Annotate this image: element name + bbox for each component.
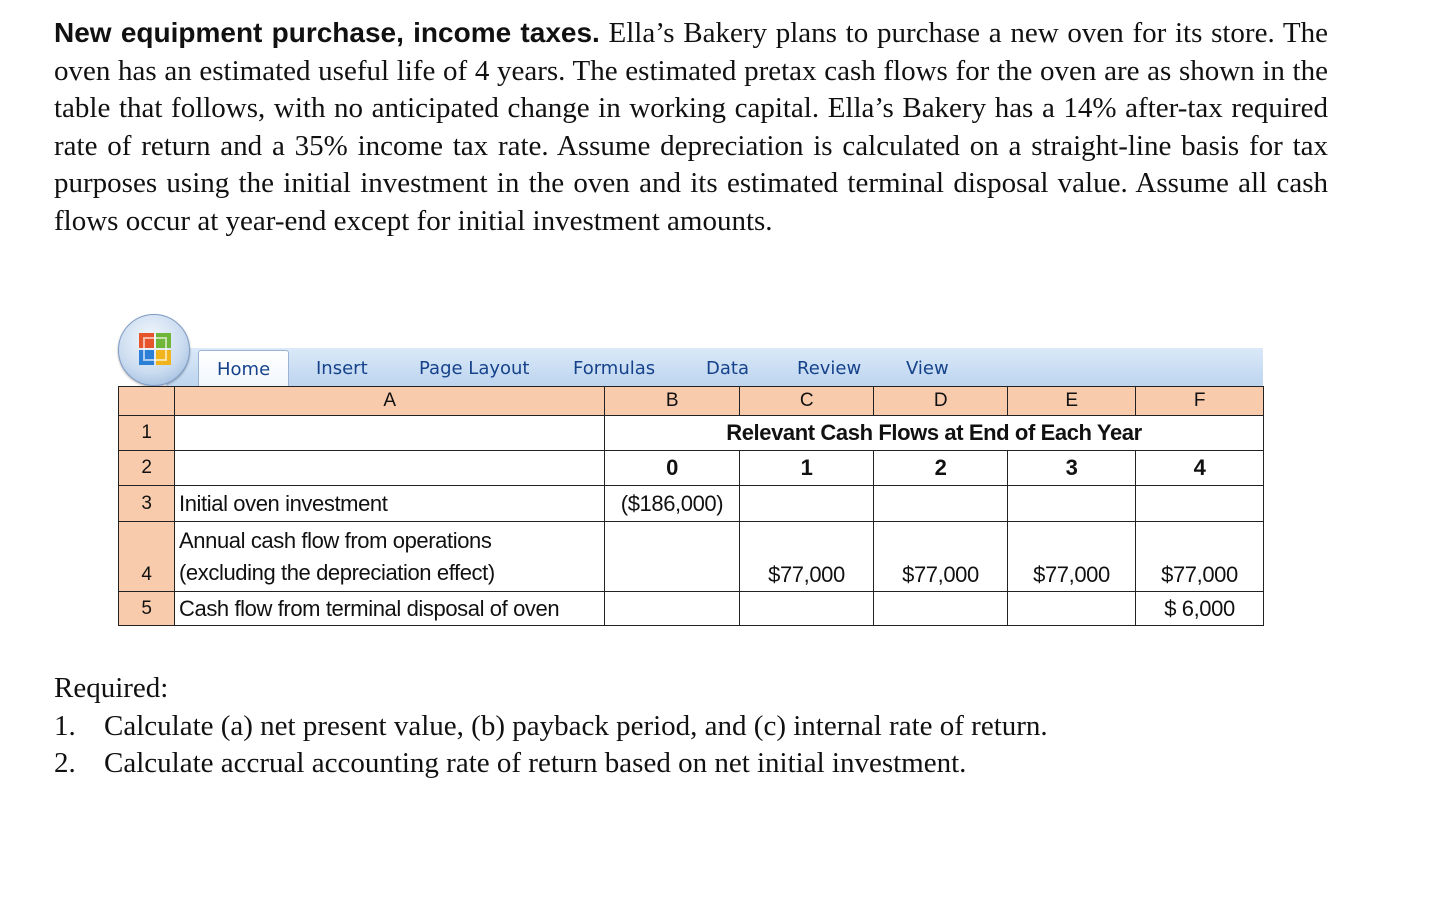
list-item [54, 745, 1048, 783]
year-1-header[interactable]: 1 [740, 451, 874, 486]
cell-a1[interactable] [175, 416, 605, 451]
year-3-header[interactable]: 3 [1008, 451, 1136, 486]
office-button[interactable] [118, 314, 190, 386]
cell-d3[interactable] [874, 486, 1008, 522]
tab-data[interactable]: Data [706, 358, 749, 379]
column-header-a[interactable]: A [175, 387, 605, 416]
initial-investment-label[interactable]: Initial oven investment [175, 486, 605, 522]
column-header-c[interactable]: C [740, 387, 874, 416]
year-4-header[interactable]: 4 [1136, 451, 1264, 486]
cash-flow-table [118, 386, 1264, 626]
column-header-e[interactable]: E [1008, 387, 1136, 416]
tab-insert[interactable]: Insert [316, 358, 368, 379]
annual-cash-flow-label-line2: (excluding the depreciation effect) [179, 559, 495, 585]
cell-e5[interactable] [1008, 592, 1136, 626]
annual-cash-flow-year2[interactable]: $77,000 [874, 522, 1008, 592]
cell-b4[interactable] [605, 522, 740, 592]
office-logo-icon [138, 332, 172, 366]
row-header-3[interactable]: 3 [119, 486, 175, 522]
table-row [119, 522, 1264, 592]
column-header-d[interactable]: D [874, 387, 1008, 416]
row-header-5[interactable]: 5 [119, 592, 175, 626]
cell-f3[interactable] [1136, 486, 1264, 522]
terminal-disposal-label[interactable]: Cash flow from terminal disposal of oven [175, 592, 605, 626]
tab-formulas[interactable]: Formulas [573, 358, 656, 379]
terminal-disposal-value[interactable]: $ 6,000 [1136, 592, 1264, 626]
cell-d5[interactable] [874, 592, 1008, 626]
initial-investment-value[interactable]: ($186,000) [605, 486, 740, 522]
row-header-4[interactable]: 4 [119, 522, 175, 592]
table-row [119, 451, 1264, 486]
cell-b5[interactable] [605, 592, 740, 626]
required-heading: Required: [54, 672, 169, 704]
item-text: Calculate (a) net present value, (b) payback period, and (c) internal rate of return. [104, 709, 1048, 742]
cell-c3[interactable] [740, 486, 874, 522]
tab-home[interactable]: Home [198, 350, 289, 387]
annual-cash-flow-year1[interactable]: $77,000 [740, 522, 874, 592]
list-item [54, 708, 1048, 746]
table-title[interactable]: Relevant Cash Flows at End of Each Year [605, 416, 1264, 451]
problem-statement [54, 14, 1328, 240]
item-text: Calculate accrual accounting rate of return based on net initial investment. [104, 747, 967, 779]
table-row [119, 592, 1264, 626]
tab-review[interactable]: Review [797, 358, 862, 379]
cell-e3[interactable] [1008, 486, 1136, 522]
table-row [119, 486, 1264, 522]
spreadsheet-image [116, 312, 1268, 632]
year-2-header[interactable]: 2 [874, 451, 1008, 486]
tab-page-layout[interactable]: Page Layout [419, 358, 530, 379]
item-number: 2. [54, 747, 76, 779]
column-header-row [119, 387, 1264, 416]
required-section [54, 670, 1048, 783]
annual-cash-flow-year3[interactable]: $77,000 [1008, 522, 1136, 592]
annual-cash-flow-year4[interactable]: $77,000 [1136, 522, 1264, 592]
column-header-b[interactable]: B [605, 387, 740, 416]
problem-body: Ella’s Bakery plans to purchase a new oven for its store. The oven has an estimated useful life of 4 years. The estimated pretax cash flows for the oven are as shown in the table that follows, with no anticipated change in working capital. Ella’s Bakery has a 14% after-tax required rate of return and a 35% income tax rate. Assume depreciation is calculated on a straight-line basis for tax purposes using the initial investment in the oven and its estimated terminal disposal value. Assume all cash flows occur at year-end except for initial investment amounts. [54, 17, 1328, 237]
row-header-2[interactable]: 2 [119, 451, 175, 486]
table-row [119, 416, 1264, 451]
select-all-cell[interactable] [119, 387, 175, 416]
cell-c5[interactable] [740, 592, 874, 626]
item-number: 1. [54, 709, 76, 742]
required-list [54, 708, 1048, 783]
tab-view[interactable]: View [906, 358, 949, 379]
annual-cash-flow-label-line1: Annual cash flow from operations [179, 527, 492, 553]
problem-title: New equipment purchase, income taxes. [54, 17, 600, 48]
column-header-f[interactable]: F [1136, 387, 1264, 416]
annual-cash-flow-label[interactable] [175, 522, 605, 592]
year-0-header[interactable]: 0 [605, 451, 740, 486]
row-header-1[interactable]: 1 [119, 416, 175, 451]
cell-a2[interactable] [175, 451, 605, 486]
